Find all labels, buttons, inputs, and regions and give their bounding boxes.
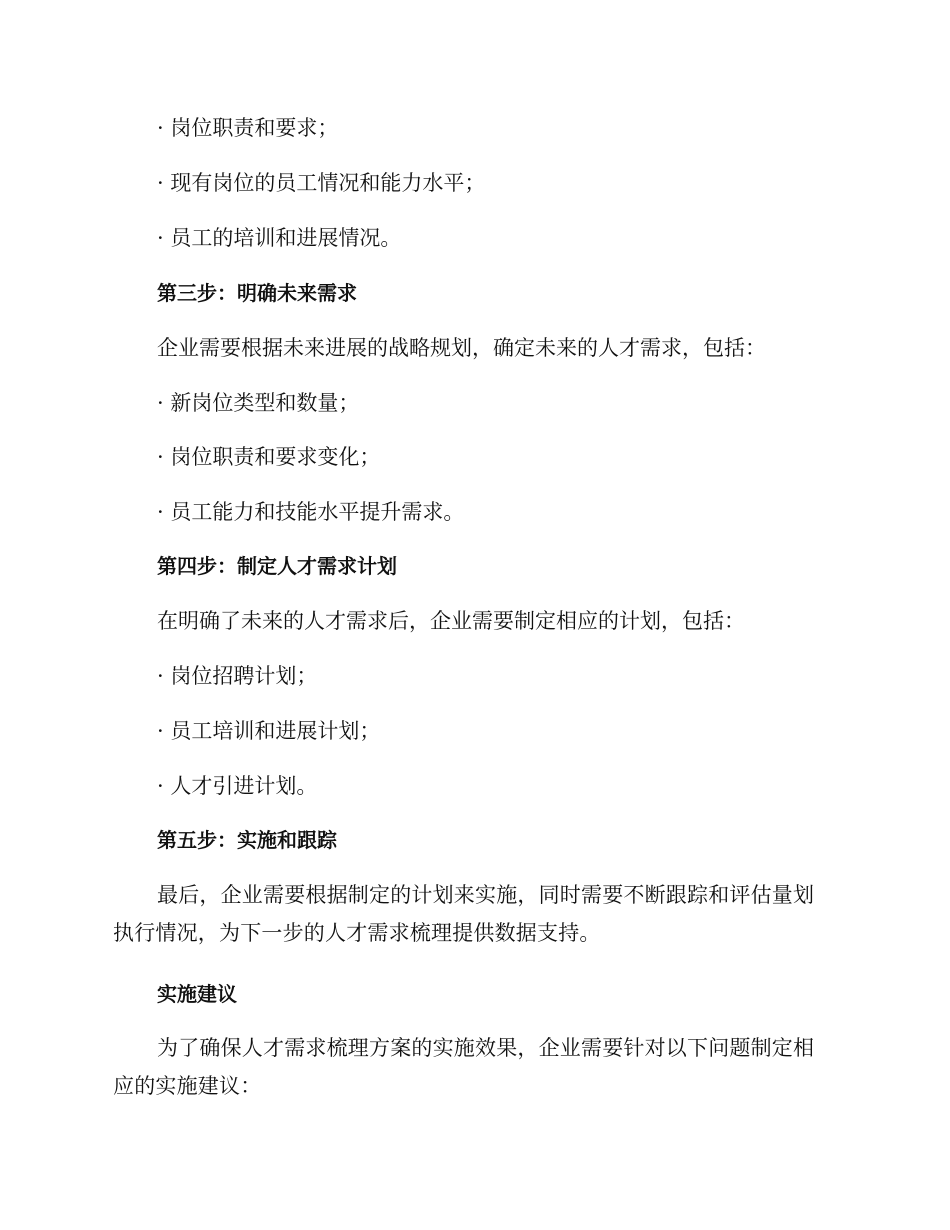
bullet-item: · 现有岗位的员工情况和能力水平； [157, 171, 486, 195]
paragraph: 在明确了未来的人才需求后，企业需要制定相应的计划，包括： [157, 609, 745, 633]
section-heading-step-5: 第五步：实施和跟踪 [157, 828, 337, 852]
bullet-item: · 员工能力和技能水平提升需求。 [157, 500, 465, 524]
bullet-item: · 员工培训和进展计划； [157, 719, 381, 743]
bullet-item: · 新岗位类型和数量； [157, 391, 360, 415]
section-heading-step-3: 第三步：明确未来需求 [157, 281, 357, 305]
paragraph: 为了确保人才需求梳理方案的实施效果，企业需要针对以下问题制定相应的实施建议： [113, 1036, 815, 1098]
bullet-item: · 员工的培训和进展情况。 [157, 226, 402, 250]
bullet-item: · 岗位职责和要求变化； [157, 445, 381, 469]
paragraph: 企业需要根据未来进展的战略规划，确定未来的人才需求，包括： [157, 336, 766, 360]
section-heading-implementation: 实施建议 [157, 982, 237, 1006]
bullet-item: · 岗位招聘计划； [157, 664, 318, 688]
bullet-item: · 人才引进计划。 [157, 774, 318, 798]
paragraph: 最后，企业需要根据制定的计划来实施，同时需要不断跟踪和评估量划执行情况，为下一步的人才需求梳理提供数据支持。 [113, 883, 815, 945]
bullet-item: · 岗位职责和要求； [157, 116, 339, 140]
section-heading-step-4: 第四步：制定人才需求计划 [157, 554, 397, 578]
